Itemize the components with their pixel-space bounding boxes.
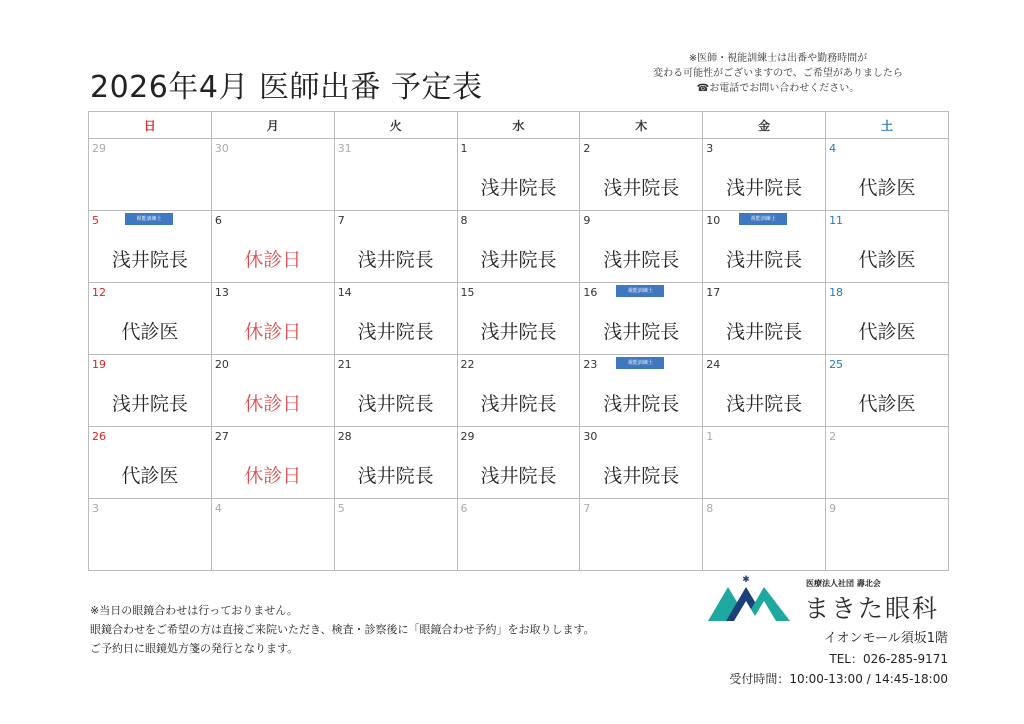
- day-number: 21: [337, 358, 352, 371]
- doctor-label: 浅井院長: [357, 321, 434, 343]
- day-cell: [580, 139, 703, 211]
- weekday-header-thu: 木: [580, 112, 703, 139]
- day-number: 30: [214, 142, 229, 155]
- day-number: 25: [829, 358, 844, 371]
- day-cell: [457, 139, 580, 211]
- clinic-corporation: 医療法人社団 壽北会: [806, 579, 881, 588]
- day-number: 27: [214, 430, 229, 443]
- closed-day-label: 休診日: [244, 321, 302, 343]
- day-cell: [580, 499, 703, 571]
- day-cell: [703, 139, 826, 211]
- day-cell: [89, 211, 212, 283]
- doctor-label: 浅井院長: [357, 465, 434, 487]
- bottom-note-line: ※当日の眼鏡合わせは行っておりません。: [90, 604, 298, 617]
- day-number: 4: [829, 142, 837, 155]
- day-number: 9: [829, 502, 837, 515]
- calendar-table: [88, 111, 949, 571]
- doctor-label: 浅井院長: [726, 393, 803, 415]
- day-cell: [89, 427, 212, 499]
- day-cell: [457, 283, 580, 355]
- doctor-label: 浅井院長: [603, 177, 680, 199]
- day-number: 2: [829, 430, 837, 443]
- day-number: 2: [583, 142, 591, 155]
- page-title: 2026年4月 医師出番 予定表: [90, 70, 483, 105]
- weekday-header-fri: 金: [703, 112, 826, 139]
- doctor-label: 浅井院長: [603, 393, 680, 415]
- week-row: [89, 211, 949, 283]
- day-cell: [211, 139, 334, 211]
- doctor-label: 浅井院長: [480, 321, 557, 343]
- week-row: [89, 427, 949, 499]
- day-cell: [826, 283, 949, 355]
- day-number: 24: [706, 358, 721, 371]
- doctor-label: 浅井院長: [357, 249, 434, 271]
- svg-text:✱: ✱: [742, 575, 750, 585]
- doctor-label: 浅井院長: [111, 249, 188, 271]
- day-number: 11: [829, 214, 844, 227]
- day-cell: [334, 139, 457, 211]
- bottom-note-line: 眼鏡合わせをご希望の方は直接ご来院いただき、検査・診察後に「眼鏡合わせ予約」をお取りします。: [90, 623, 595, 636]
- doctor-label: 代診医: [121, 321, 179, 343]
- day-number: 4: [214, 502, 222, 515]
- day-cell: [89, 355, 212, 427]
- doctor-label: 浅井院長: [603, 465, 680, 487]
- weekday-header-sun: 日: [89, 112, 212, 139]
- doctor-label: 代診医: [858, 321, 916, 343]
- day-cell: [826, 211, 949, 283]
- day-number: 31: [337, 142, 352, 155]
- day-cell: [826, 139, 949, 211]
- day-cell: [89, 139, 212, 211]
- day-number: 6: [460, 502, 468, 515]
- day-cell: [457, 211, 580, 283]
- day-cell: [211, 427, 334, 499]
- top-note: [628, 51, 928, 96]
- day-cell: [703, 355, 826, 427]
- day-cell: [89, 283, 212, 355]
- calendar-body: [89, 139, 949, 571]
- day-cell: [334, 283, 457, 355]
- doctor-label: 浅井院長: [480, 465, 557, 487]
- week-row: [89, 283, 949, 355]
- doctor-label: 代診医: [858, 249, 916, 271]
- day-cell: [211, 283, 334, 355]
- orthoptist-badge: 視能訓練士: [616, 285, 664, 297]
- weekday-header-row: [89, 112, 949, 139]
- doctor-label: 浅井院長: [726, 177, 803, 199]
- day-cell: [89, 499, 212, 571]
- doctor-label: 浅井院長: [603, 321, 680, 343]
- top-note-line: ※医師・視能訓練士は出番や勤務時間が: [688, 53, 868, 64]
- day-number: 29: [92, 142, 106, 155]
- doctor-label: 浅井院長: [357, 393, 434, 415]
- day-number: 7: [583, 502, 591, 515]
- day-cell: [580, 355, 703, 427]
- closed-day-label: 休診日: [244, 393, 302, 415]
- day-cell: [457, 355, 580, 427]
- orthoptist-badge: 視能訓練士: [739, 213, 787, 225]
- clinic-hours: 受付時間：10:00-13:00 / 14:45-18:00: [729, 672, 948, 686]
- closed-day-label: 休診日: [244, 465, 302, 487]
- doctor-label: 浅井院長: [480, 249, 557, 271]
- day-number: 19: [92, 358, 106, 371]
- clinic-tel: TEL：026-285-9171: [829, 652, 948, 666]
- clinic-name: まきた眼科: [804, 594, 940, 623]
- day-number: 1: [460, 142, 468, 155]
- day-cell: [580, 427, 703, 499]
- day-cell: [703, 427, 826, 499]
- day-cell: [826, 427, 949, 499]
- day-number: 5: [92, 214, 99, 227]
- day-cell: [703, 211, 826, 283]
- orthoptist-badge: 視能訓練士: [616, 357, 664, 369]
- day-number: 3: [706, 142, 714, 155]
- day-cell: [457, 499, 580, 571]
- doctor-label: 浅井院長: [726, 249, 803, 271]
- day-number: 3: [92, 502, 99, 515]
- day-number: 10: [706, 214, 721, 227]
- day-cell: [703, 499, 826, 571]
- doctor-label: 代診医: [121, 465, 179, 487]
- day-number: 8: [706, 502, 714, 515]
- day-number: 14: [337, 286, 352, 299]
- clinic-location: イオンモール須坂1階: [823, 631, 948, 646]
- day-number: 1: [706, 430, 714, 443]
- day-number: 22: [460, 358, 475, 371]
- day-number: 18: [829, 286, 844, 299]
- weekday-header-wed: 水: [457, 112, 580, 139]
- day-number: 15: [460, 286, 475, 299]
- doctor-label: 浅井院長: [603, 249, 680, 271]
- weekday-header-sat: 土: [826, 112, 949, 139]
- day-cell: [211, 211, 334, 283]
- day-number: 13: [214, 286, 229, 299]
- bottom-note-line: ご予約日に眼鏡処方箋の発行となります。: [90, 642, 299, 655]
- weekday-header-mon: 月: [211, 112, 334, 139]
- top-note-line: 変わる可能性がございますので、ご希望がありましたら: [653, 68, 903, 79]
- day-cell: [334, 499, 457, 571]
- day-number: 17: [706, 286, 721, 299]
- week-row: [89, 499, 949, 571]
- doctor-label: 浅井院長: [111, 393, 188, 415]
- doctor-label: 浅井院長: [726, 321, 803, 343]
- day-number: 20: [214, 358, 229, 371]
- day-cell: [334, 211, 457, 283]
- bottom-note: [90, 601, 595, 658]
- day-number: 29: [460, 430, 475, 443]
- doctor-label: 代診医: [858, 393, 916, 415]
- day-number: 5: [337, 502, 345, 515]
- day-number: 12: [92, 286, 106, 299]
- day-number: 28: [337, 430, 352, 443]
- day-number: 9: [583, 214, 591, 227]
- day-cell: [826, 355, 949, 427]
- day-number: 7: [337, 214, 345, 227]
- clinic-logo-icon: [706, 573, 792, 625]
- day-number: 30: [583, 430, 598, 443]
- day-cell: [211, 355, 334, 427]
- day-cell: [580, 283, 703, 355]
- day-cell: [334, 427, 457, 499]
- day-number: 26: [92, 430, 106, 443]
- day-cell: [457, 427, 580, 499]
- day-number: 23: [583, 358, 598, 371]
- week-row: [89, 139, 949, 211]
- day-cell: [826, 499, 949, 571]
- doctor-label: 代診医: [858, 177, 916, 199]
- week-row: [89, 355, 949, 427]
- closed-day-label: 休診日: [244, 249, 302, 271]
- day-number: 6: [214, 214, 222, 227]
- day-number: 8: [460, 214, 468, 227]
- doctor-label: 浅井院長: [480, 393, 557, 415]
- doctor-label: 浅井院長: [480, 177, 557, 199]
- orthoptist-badge: 視能訓練士: [125, 213, 173, 225]
- day-cell: [211, 499, 334, 571]
- top-note-line: ☎お電話でお問い合わせください。: [696, 83, 860, 94]
- day-cell: [334, 355, 457, 427]
- weekday-header-tue: 火: [334, 112, 457, 139]
- day-cell: [703, 283, 826, 355]
- day-number: 16: [583, 286, 598, 299]
- day-cell: [580, 211, 703, 283]
